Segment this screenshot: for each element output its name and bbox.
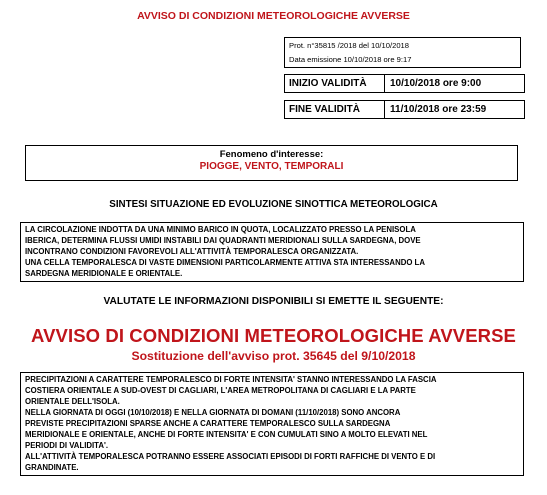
phenomenon-value: PIOGGE, VENTO, TEMPORALI [199,161,344,172]
precipitation-line: ALL'ATTIVITÀ TEMPORALESCA POTRANNO ESSERE ASSOCIATI EPISODI DI FORTI RAFFICHE DI VENTO E DI [25,452,436,461]
validity-end-row [284,100,525,119]
warning-subtitle: Sostituzione dell'avviso prot. 35645 del 9/10/2018 [131,349,416,363]
synoptic-line: UNA CELLA TEMPORALESCA DI VASTE DIMENSIONI PARTICOLARMENTE ATTIVA STA INTERESSANDO LA [25,258,425,267]
validity-start-row [284,74,525,93]
precipitation-line: ORIENTALE DELL'ISOLA. [25,397,120,406]
synoptic-text-box [20,222,524,282]
validity-end-value: 11/10/2018 ore 23:59 [390,104,487,115]
protocol-number: Prot. n°35815 /2018 del 10/10/2018 [289,41,409,50]
synoptic-line: LA CIRCOLAZIONE INDOTTA DA UNA MINIMO BARICO IN QUOTA, LOCALIZZATO PRESSO LA PENISOLA [25,225,416,234]
validity-start-value: 10/10/2018 ore 9:00 [390,78,482,89]
phenomenon-label: Fenomeno d'interesse: [219,149,324,160]
synoptic-line: INCONTRANO CONDIZIONI FAVOREVOLI ALL'ATTIVITÀ TEMPORALESCA ORGANIZZATA. [25,247,359,256]
header-title: AVVISO DI CONDIZIONI METEOROLOGICHE AVVERSE [137,10,410,22]
emission-date: Data emissione 10/10/2018 ore 9:17 [289,55,412,64]
synoptic-section-title: SINTESI SITUAZIONE ED EVOLUZIONE SINOTTICA METEOROLOGICA [109,199,438,210]
warning-title: AVVISO DI CONDIZIONI METEOROLOGICHE AVVERSE [30,325,516,346]
precipitation-text-box [20,372,524,476]
validity-start-label: INIZIO VALIDITÀ [285,75,385,92]
precipitation-line: NELLA GIORNATA DI OGGI (10/10/2018) E NELLA GIORNATA DI DOMANI (11/10/2018) SONO ANCORA [25,408,401,417]
synoptic-line: SARDEGNA MERIDIONALE E ORIENTALE. [25,269,183,278]
precipitation-line: GRANDINATE. [25,463,79,472]
validity-end-label: FINE VALIDITÀ [285,101,385,118]
phenomenon-box [25,145,518,181]
precipitation-line: PERIODI DI VALIDITA'. [25,441,109,450]
protocol-box [284,37,521,68]
precipitation-line: MERIDIONALE E ORIENTALE, ANCHE DI FORTE INTENSITA' E CON CUMULATI SINO A MOLTO ELEVATI NEL [25,430,428,439]
synoptic-line: IBERICA, DETERMINA FLUSSI UMIDI INSTABILI DAI QUADRANTI MERIDIONALI SULLA SARDEGNA, DOVE [25,236,421,245]
precipitation-line: PREVISTE PRECIPITAZIONI SPARSE ANCHE A CARATTERE TEMPORALESCO SULLA SARDEGNA [25,419,391,428]
issuance-statement: VALUTATE LE INFORMAZIONI DISPONIBILI SI EMETTE IL SEGUENTE: [103,296,444,307]
precipitation-line: PRECIPITAZIONI A CARATTERE TEMPORALESCO DI FORTE INTENSITA' STANNO INTERESSANDO LA FASCIA [25,375,437,384]
precipitation-line: COSTIERA ORIENTALE A SUD-OVEST DI CAGLIARI, L'AREA METROPOLITANA DI CAGLIARI E LA PARTE [25,386,416,395]
